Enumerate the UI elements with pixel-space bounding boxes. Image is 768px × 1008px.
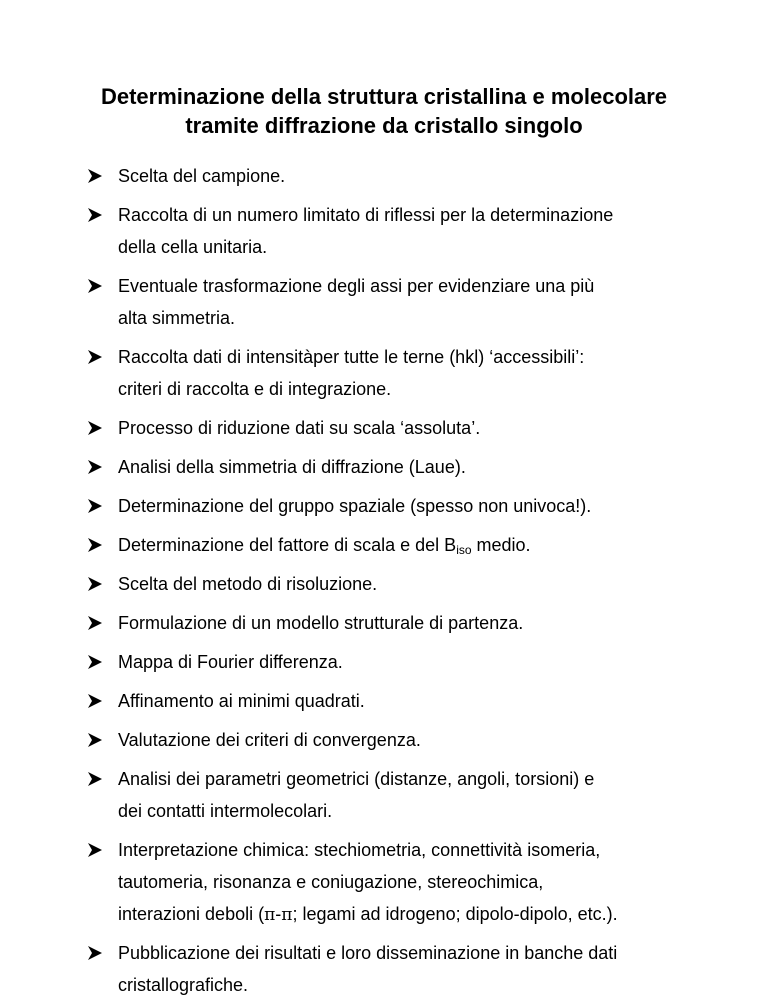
text-fragment: interazioni deboli ( [118, 904, 265, 924]
arrowhead-bullet-icon [86, 841, 104, 859]
arrowhead-bullet-icon [86, 692, 104, 710]
page-title [40, 82, 728, 140]
list-item-text: Analisi della simmetria di diffrazione (Laue). [118, 457, 466, 477]
list-item-text: Processo di riduzione dati su scala ‘assoluta’. [118, 418, 481, 438]
arrowhead-bullet-icon [86, 944, 104, 962]
arrowhead-bullet-icon [86, 167, 104, 185]
arrowhead-bullet-icon [86, 614, 104, 632]
list-item-text [118, 529, 726, 561]
list-item-text [118, 898, 726, 930]
list-item-text: Pubblicazione dei risultati e loro disseminazione in banche dati [118, 943, 618, 963]
list-item-text: Mappa di Fourier differenza. [118, 652, 343, 672]
text-fragment: - [275, 904, 282, 924]
list-item-text: Affinamento ai minimi quadrati. [118, 691, 365, 711]
arrowhead-bullet-icon [86, 731, 104, 749]
list-item [86, 529, 726, 561]
list-item-text: Eventuale trasformazione degli assi per evidenziare una più [118, 276, 595, 296]
arrowhead-bullet-icon [86, 575, 104, 593]
list-item [86, 160, 726, 192]
list-item-text: della cella unitaria. [118, 237, 268, 257]
pi-symbol: π [281, 905, 293, 925]
pi-symbol: π [264, 905, 276, 925]
arrowhead-bullet-icon [86, 348, 104, 366]
subscript-iso: iso [456, 543, 472, 557]
list-item-text: criteri di raccolta e di integrazione. [118, 379, 392, 399]
text-fragment: medio. [471, 535, 531, 555]
list-item-text: Interpretazione chimica: stechiometria, connettività isomeria, [118, 840, 601, 860]
list-item [86, 451, 726, 483]
list-item [86, 607, 726, 639]
list-item [86, 199, 726, 263]
list-item-text: Analisi dei parametri geometrici (distanze, angoli, torsioni) e [118, 769, 595, 789]
arrowhead-bullet-icon [86, 497, 104, 515]
title-line-2: tramite diffrazione da cristallo singolo [185, 113, 583, 138]
list-item [86, 341, 726, 405]
list-item [86, 724, 726, 756]
arrowhead-bullet-icon [86, 770, 104, 788]
list-item [86, 937, 726, 1001]
list-item-text: cristallografiche. [118, 975, 249, 995]
list-item [86, 646, 726, 678]
list-item-text: tautomeria, risonanza e coniugazione, stereochimica, [118, 872, 544, 892]
list-item-text: Formulazione di un modello strutturale di partenza. [118, 613, 524, 633]
arrowhead-bullet-icon [86, 206, 104, 224]
title-line-1: Determinazione della struttura cristallina e molecolare [100, 84, 668, 109]
list-item [86, 763, 726, 827]
list-item-text: Scelta del campione. [118, 166, 286, 186]
list-item [86, 568, 726, 600]
arrowhead-bullet-icon [86, 458, 104, 476]
list-item [86, 685, 726, 717]
list-item [86, 834, 726, 930]
list-item-text: Determinazione del gruppo spaziale (spesso non univoca!). [118, 496, 592, 516]
arrowhead-bullet-icon [86, 277, 104, 295]
arrowhead-bullet-icon [86, 536, 104, 554]
list-item [86, 490, 726, 522]
text-fragment: Determinazione del fattore di scala e del B [118, 535, 457, 555]
arrowhead-bullet-icon [86, 419, 104, 437]
list-item-text: dei contatti intermolecolari. [118, 801, 333, 821]
list-item-text: Scelta del metodo di risoluzione. [118, 574, 378, 594]
list-item-text: Valutazione dei criteri di convergenza. [118, 730, 421, 750]
list-item-text: alta simmetria. [118, 308, 236, 328]
arrowhead-bullet-icon [86, 653, 104, 671]
bullet-list [86, 160, 726, 1008]
list-item-text: Raccolta dati di intensitàper tutte le terne (hkl) ‘accessibili’: [118, 347, 585, 367]
list-item-text: Raccolta di un numero limitato di riflessi per la determinazione [118, 205, 614, 225]
text-fragment: ; legami ad idrogeno; dipolo-dipolo, etc.). [292, 904, 618, 924]
list-item [86, 270, 726, 334]
list-item [86, 412, 726, 444]
